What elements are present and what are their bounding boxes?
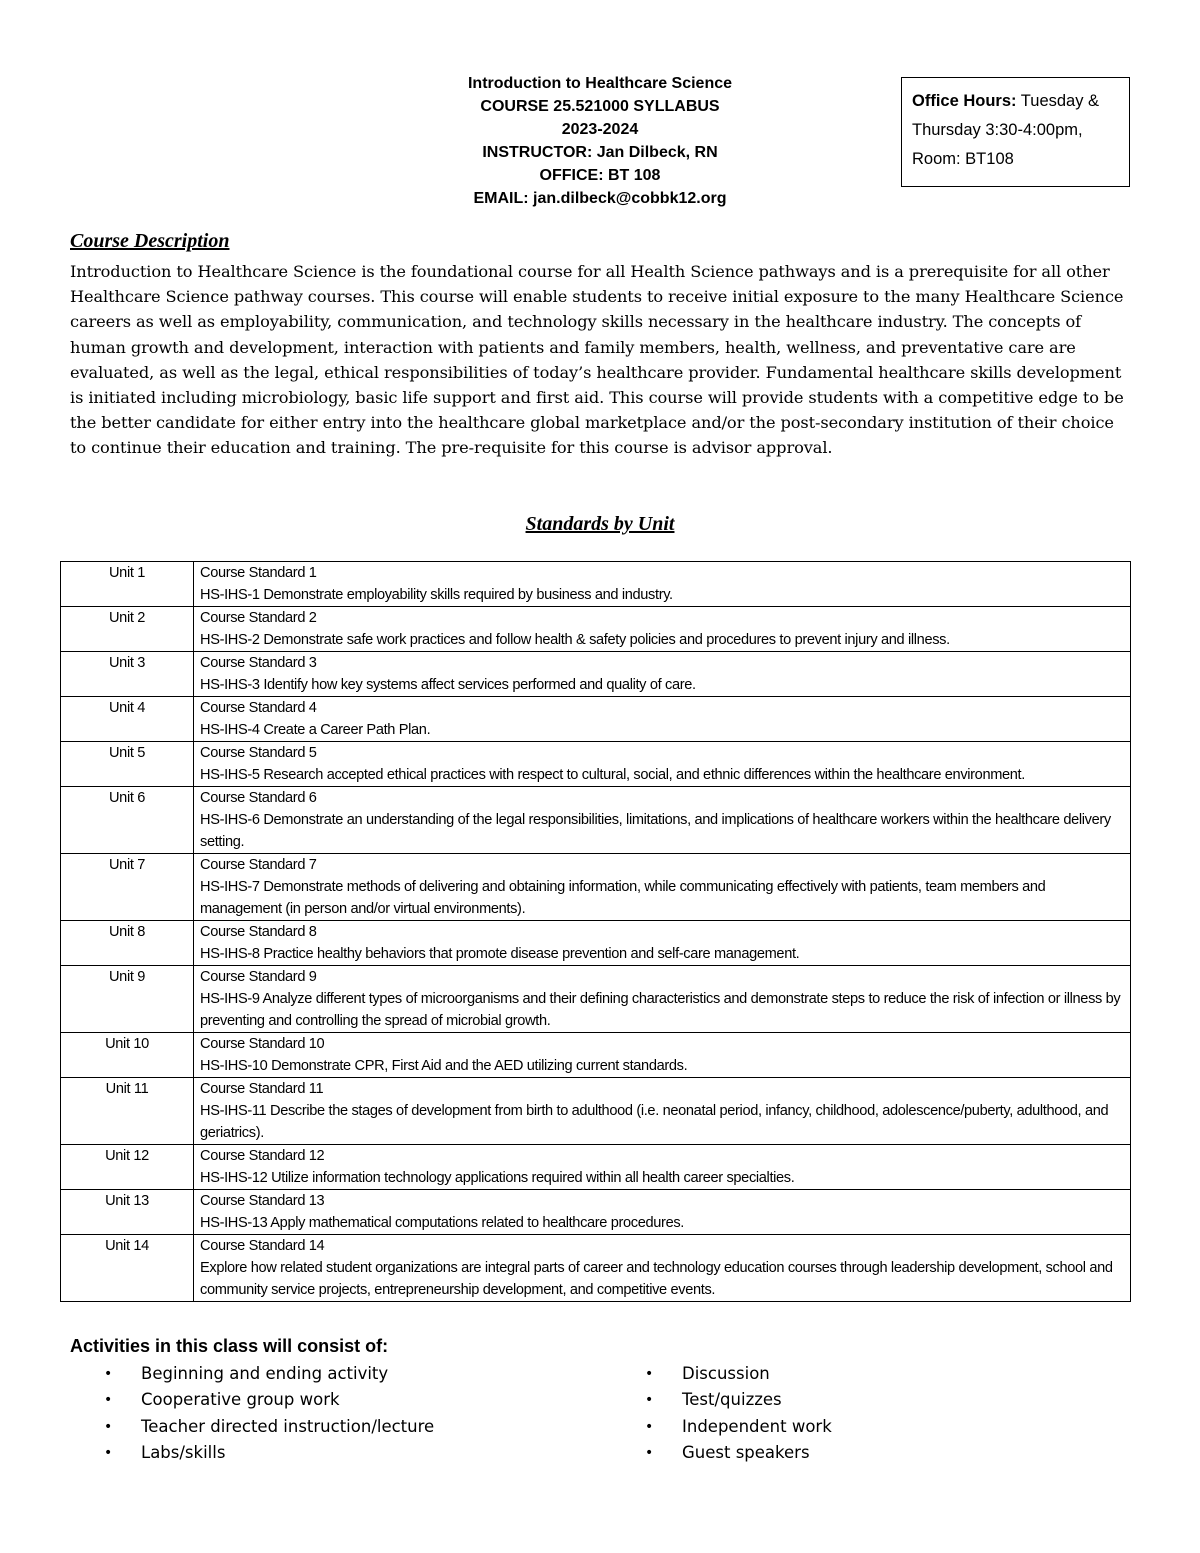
bullet-icon: • [645, 1445, 654, 1462]
course-standard-label: Course Standard 12 [200, 1148, 325, 1164]
standard-detail: HS-IHS-4 Create a Career Path Plan. [200, 722, 431, 738]
course-standard-label: Course Standard 14 [200, 1238, 325, 1254]
standard-cell [194, 697, 1131, 742]
activities-list-left [70, 1361, 590, 1467]
standard-detail: HS-IHS-5 Research accepted ethical practices with respect to cultural, social, and ethnic differences within the healthcare environment. [200, 767, 1025, 783]
course-standard-label: Course Standard 6 [200, 790, 317, 806]
standards-table [60, 561, 1131, 1302]
course-standard-label: Course Standard 4 [200, 700, 317, 716]
unit-cell: Unit 7 [61, 854, 194, 921]
standard-detail: Explore how related student organizations are integral parts of career and technology education courses through leadership development, school and community service projects, entrepreneurship development, and competitive events. [200, 1260, 1113, 1298]
activity-label: Independent work [682, 1416, 832, 1436]
unit-cell: Unit 8 [61, 921, 194, 966]
unit-cell: Unit 2 [61, 607, 194, 652]
activity-label: Test/quizzes [682, 1390, 782, 1410]
list-item [70, 1387, 590, 1413]
table-row [61, 742, 1131, 787]
activities-heading: Activities in this class will consist of: [70, 1336, 389, 1356]
table-row [61, 787, 1131, 854]
activity-label: Guest speakers [682, 1443, 810, 1463]
bullet-icon: • [645, 1392, 654, 1409]
standard-cell [194, 1145, 1131, 1190]
office-hours-value: Tuesday & Thursday 3:30-4:00pm, Room: BT108 [912, 92, 1100, 168]
table-row [61, 854, 1131, 921]
standard-detail: HS-IHS-12 Utilize information technology applications required within all health career specialties. [200, 1170, 795, 1186]
table-row [61, 1235, 1131, 1302]
table-row [61, 607, 1131, 652]
table-row [61, 1190, 1131, 1235]
unit-cell: Unit 3 [61, 652, 194, 697]
course-standard-label: Course Standard 7 [200, 857, 317, 873]
course-description-heading: Course Description [70, 230, 230, 252]
office: OFFICE: BT 108 [539, 167, 661, 184]
unit-cell: Unit 6 [61, 787, 194, 854]
standard-detail: HS-IHS-9 Analyze different types of microorganisms and their defining characteristics and demonstrate steps to reduce the risk of infection or illness by preventing and controlling the spread of microbial growth. [200, 991, 1121, 1029]
standard-cell [194, 652, 1131, 697]
bullet-icon: • [645, 1366, 654, 1382]
activities-list-right [611, 1361, 1131, 1467]
table-row [61, 562, 1131, 607]
table-row [61, 1145, 1131, 1190]
activity-label: Beginning and ending activity [141, 1364, 389, 1383]
standard-detail: HS-IHS-8 Practice healthy behaviors that promote disease prevention and self-care management. [200, 946, 800, 962]
course-standard-label: Course Standard 3 [200, 655, 317, 671]
course-standard-label: Course Standard 1 [200, 565, 317, 581]
list-item [611, 1414, 1131, 1440]
standard-detail: HS-IHS-7 Demonstrate methods of delivering and obtaining information, while communicating effectively with patients, team members and management (in person and/or virtual environments). [200, 879, 1046, 917]
standard-detail: HS-IHS-1 Demonstrate employability skills required by business and industry. [200, 587, 673, 603]
list-item [70, 1361, 590, 1387]
standard-cell [194, 562, 1131, 607]
table-row [61, 1033, 1131, 1078]
bullet-icon: • [104, 1418, 113, 1435]
course-standard-label: Course Standard 8 [200, 924, 317, 940]
table-row [61, 966, 1131, 1033]
activity-label: Teacher directed instruction/lecture [141, 1416, 435, 1436]
list-item [611, 1361, 1131, 1387]
standards-heading: Standards by Unit [525, 513, 675, 535]
standard-cell [194, 742, 1131, 787]
standard-cell [194, 921, 1131, 966]
course-standard-label: Course Standard 9 [200, 969, 317, 985]
office-hours-label: Office Hours: [912, 92, 1017, 110]
unit-cell: Unit 10 [61, 1033, 194, 1078]
standard-cell [194, 854, 1131, 921]
standard-cell [194, 1190, 1131, 1235]
office-hours-box [901, 77, 1130, 187]
standard-cell [194, 1078, 1131, 1145]
bullet-icon: • [104, 1366, 113, 1382]
standard-cell [194, 607, 1131, 652]
table-row [61, 921, 1131, 966]
unit-cell: Unit 11 [61, 1078, 194, 1145]
unit-cell: Unit 12 [61, 1145, 194, 1190]
standard-detail: HS-IHS-10 Demonstrate CPR, First Aid and the AED utilizing current standards. [200, 1058, 688, 1074]
syllabus-header [300, 72, 900, 210]
standards-table-body [61, 562, 1131, 1302]
list-item [70, 1440, 590, 1466]
course-number: COURSE 25.521000 SYLLABUS [480, 98, 720, 115]
activity-label: Labs/skills [141, 1443, 226, 1463]
unit-cell: Unit 1 [61, 562, 194, 607]
standard-cell [194, 1033, 1131, 1078]
list-item [611, 1440, 1131, 1466]
standard-detail: HS-IHS-2 Demonstrate safe work practices and follow health & safety policies and procedures to prevent injury and illness. [200, 632, 950, 648]
table-row [61, 652, 1131, 697]
activity-label: Discussion [682, 1364, 770, 1383]
standard-cell [194, 966, 1131, 1033]
unit-cell: Unit 9 [61, 966, 194, 1033]
standard-detail: HS-IHS-6 Demonstrate an understanding of the legal responsibilities, limitations, and implications of healthcare workers within the healthcare delivery setting. [200, 812, 1111, 850]
email: EMAIL: jan.dilbeck@cobbk12.org [473, 190, 727, 207]
unit-cell: Unit 13 [61, 1190, 194, 1235]
course-standard-label: Course Standard 2 [200, 610, 317, 626]
standard-detail: HS-IHS-13 Apply mathematical computations related to healthcare procedures. [200, 1215, 684, 1231]
bullet-icon: • [645, 1418, 654, 1435]
table-row [61, 1078, 1131, 1145]
instructor: INSTRUCTOR: Jan Dilbeck, RN [482, 144, 718, 161]
course-description-body: Introduction to Healthcare Science is the foundational course for all Health Science pathways and is a prerequisite for all other Healthcare Science pathway courses. This course will enable students to receive initial exposure to the many Healthcare Science careers as well as employability, communication, and technology skills necessary in the healthcare industry. The concepts of human growth and development, interaction with patients and family members, health, wellness, and preventative care are evaluated, as well as the legal, ethical responsibilities of today’s healthcare provider. Fundamental healthcare skills development is initiated including microbiology, basic life support and first aid. This course will provide students with a competitive edge to be the better candidate for either entry into the healthcare global marketplace and/or the post-secondary institution of their choice to continue their education and training. The pre-requisite for this course is advisor approval. [70, 262, 1124, 458]
standard-cell [194, 1235, 1131, 1302]
course-standard-label: Course Standard 13 [200, 1193, 325, 1209]
school-year: 2023-2024 [561, 121, 639, 138]
list-item [611, 1387, 1131, 1413]
bullet-icon: • [104, 1445, 113, 1462]
standard-cell [194, 787, 1131, 854]
unit-cell: Unit 14 [61, 1235, 194, 1302]
activity-label: Cooperative group work [141, 1390, 340, 1410]
standard-detail: HS-IHS-3 Identify how key systems affect services performed and quality of care. [200, 677, 696, 693]
standard-detail: HS-IHS-11 Describe the stages of development from birth to adulthood (i.e. neonatal period, infancy, childhood, adolescence/puberty, adulthood, and geriatrics). [200, 1103, 1109, 1141]
unit-cell: Unit 4 [61, 697, 194, 742]
course-standard-label: Course Standard 5 [200, 745, 317, 761]
table-row [61, 697, 1131, 742]
course-standard-label: Course Standard 11 [200, 1081, 324, 1097]
course-standard-label: Course Standard 10 [200, 1036, 325, 1052]
unit-cell: Unit 5 [61, 742, 194, 787]
bullet-icon: • [104, 1392, 113, 1409]
list-item [70, 1414, 590, 1440]
course-title: Introduction to Healthcare Science [467, 75, 733, 92]
